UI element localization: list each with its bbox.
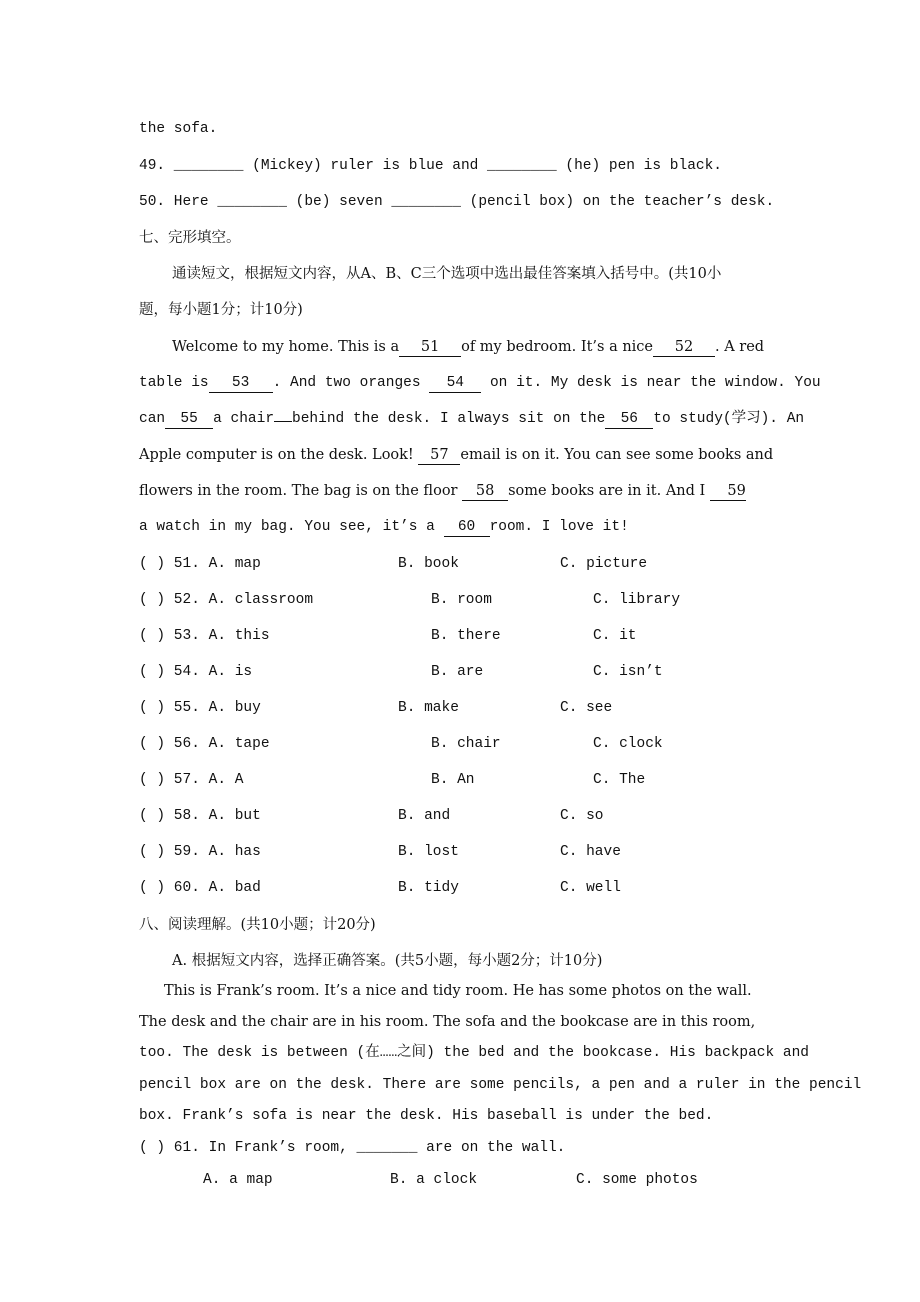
option-c: C. it (593, 628, 637, 644)
question-49: 49. ________ (Mickey) ruler is blue and ________ (he) pen is black. (139, 158, 722, 174)
option-b: B. and (398, 808, 451, 824)
option-c: C. The (593, 772, 646, 788)
blank (274, 421, 292, 422)
text: of my bedroom. It’s a nice (461, 339, 653, 355)
cloze-line (139, 409, 804, 429)
text: . A red (715, 339, 765, 355)
cloze-line (139, 517, 629, 537)
option-c: C. some photos (576, 1172, 698, 1188)
option-c: C. so (560, 808, 604, 824)
text: some books are in it. And I (508, 483, 710, 499)
passage-line: pencil box are on the desk. There are some pencils, a pen and a ruler in the pencil (139, 1077, 862, 1093)
text: Welcome to my home. This is a (172, 339, 400, 355)
option-b: B. An (431, 772, 475, 788)
text: email is on it. You can see some books and (460, 447, 774, 463)
option-c: C. clock (593, 736, 663, 752)
text: behind the desk. I always sit on the (292, 411, 606, 427)
blank-53: 53 (209, 375, 273, 393)
instructions-cont: 题，每小题1分；计10分) (139, 302, 303, 318)
option-c: C. isn’t (593, 664, 663, 680)
question-number: ( ) 54. A. is (139, 664, 253, 680)
cloze-line (139, 373, 821, 393)
section-7-heading: 七、完形填空。 (139, 230, 241, 246)
option-c: C. library (593, 592, 681, 608)
text: can (139, 411, 166, 427)
option-b: B. tidy (398, 880, 459, 896)
blank-54: 54 (429, 375, 481, 393)
text: a chair (213, 411, 275, 427)
option-c: C. see (560, 700, 613, 716)
option-b: B. are (431, 664, 484, 680)
option-c: C. well (560, 880, 621, 896)
blank-52: 52 (653, 339, 715, 357)
option-b: B. chair (431, 736, 501, 752)
option-b: B. there (431, 628, 501, 644)
question-number: ( ) 52. A. classroom (139, 592, 314, 608)
option-c: C. picture (560, 556, 648, 572)
text: flowers in the room. The bag is on the floor (139, 483, 463, 499)
question-number: ( ) 56. A. tape (139, 736, 270, 752)
text: Apple computer is on the desk. Look! (139, 447, 419, 463)
blank-59: 59 (710, 483, 746, 501)
cloze-line (139, 481, 746, 501)
blank-57: 57 (418, 447, 460, 465)
text: table is (139, 375, 209, 391)
blank-55: 55 (165, 411, 213, 429)
question-number: ( ) 57. A. A (139, 772, 244, 788)
text: room. I love it! (489, 519, 629, 535)
question-number: ( ) 59. A. has (139, 844, 261, 860)
question-number: ( ) 53. A. this (139, 628, 270, 644)
passage-line: box. Frank’s sofa is near the desk. His baseball is under the bed. (139, 1108, 714, 1124)
part-a-instructions: A. 根据短文内容，选择正确答案。(共5小题，每小题2分；计10分) (172, 953, 603, 969)
text-line: the sofa. (139, 121, 218, 137)
question-61: ( ) 61. In Frank’s room, _______ are on the wall. (139, 1140, 566, 1156)
option-b: B. room (431, 592, 492, 608)
instructions: 通读短文，根据短文内容，从A、B、C三个选项中选出最佳答案填入括号中。(共10小 (172, 266, 722, 282)
question-number: ( ) 55. A. buy (139, 700, 261, 716)
text: to study(学习). An (653, 411, 805, 427)
option-b: B. lost (398, 844, 459, 860)
blank-51: 51 (399, 339, 461, 357)
passage-line: This is Frank’s room. It’s a nice and tidy room. He has some photos on the wall. (164, 983, 752, 999)
option-b: B. book (398, 556, 459, 572)
text: on it. My desk is near the window. You (481, 375, 821, 391)
question-50: 50. Here ________ (be) seven ________ (pencil box) on the teacher’s desk. (139, 194, 775, 210)
passage-line: too. The desk is between (在……之间) the bed and the bookcase. His backpack and (139, 1045, 810, 1061)
section-8-heading: 八、阅读理解。(共10小题；计20分) (139, 917, 376, 933)
passage-line: The desk and the chair are in his room. The sofa and the bookcase are in this room, (139, 1014, 756, 1030)
option-b: B. a clock (390, 1172, 478, 1188)
question-number: ( ) 51. A. map (139, 556, 261, 572)
text: . And two oranges (272, 375, 430, 391)
option-c: C. have (560, 844, 621, 860)
option-b: B. make (398, 700, 459, 716)
blank-58: 58 (462, 483, 508, 501)
question-number: ( ) 60. A. bad (139, 880, 261, 896)
cloze-line (172, 337, 764, 357)
option-a: A. a map (203, 1172, 273, 1188)
question-number: ( ) 58. A. but (139, 808, 261, 824)
blank-56: 56 (605, 411, 653, 429)
cloze-line (139, 445, 773, 465)
text: a watch in my bag. You see, it’s a (139, 519, 444, 535)
blank-60: 60 (444, 519, 490, 537)
